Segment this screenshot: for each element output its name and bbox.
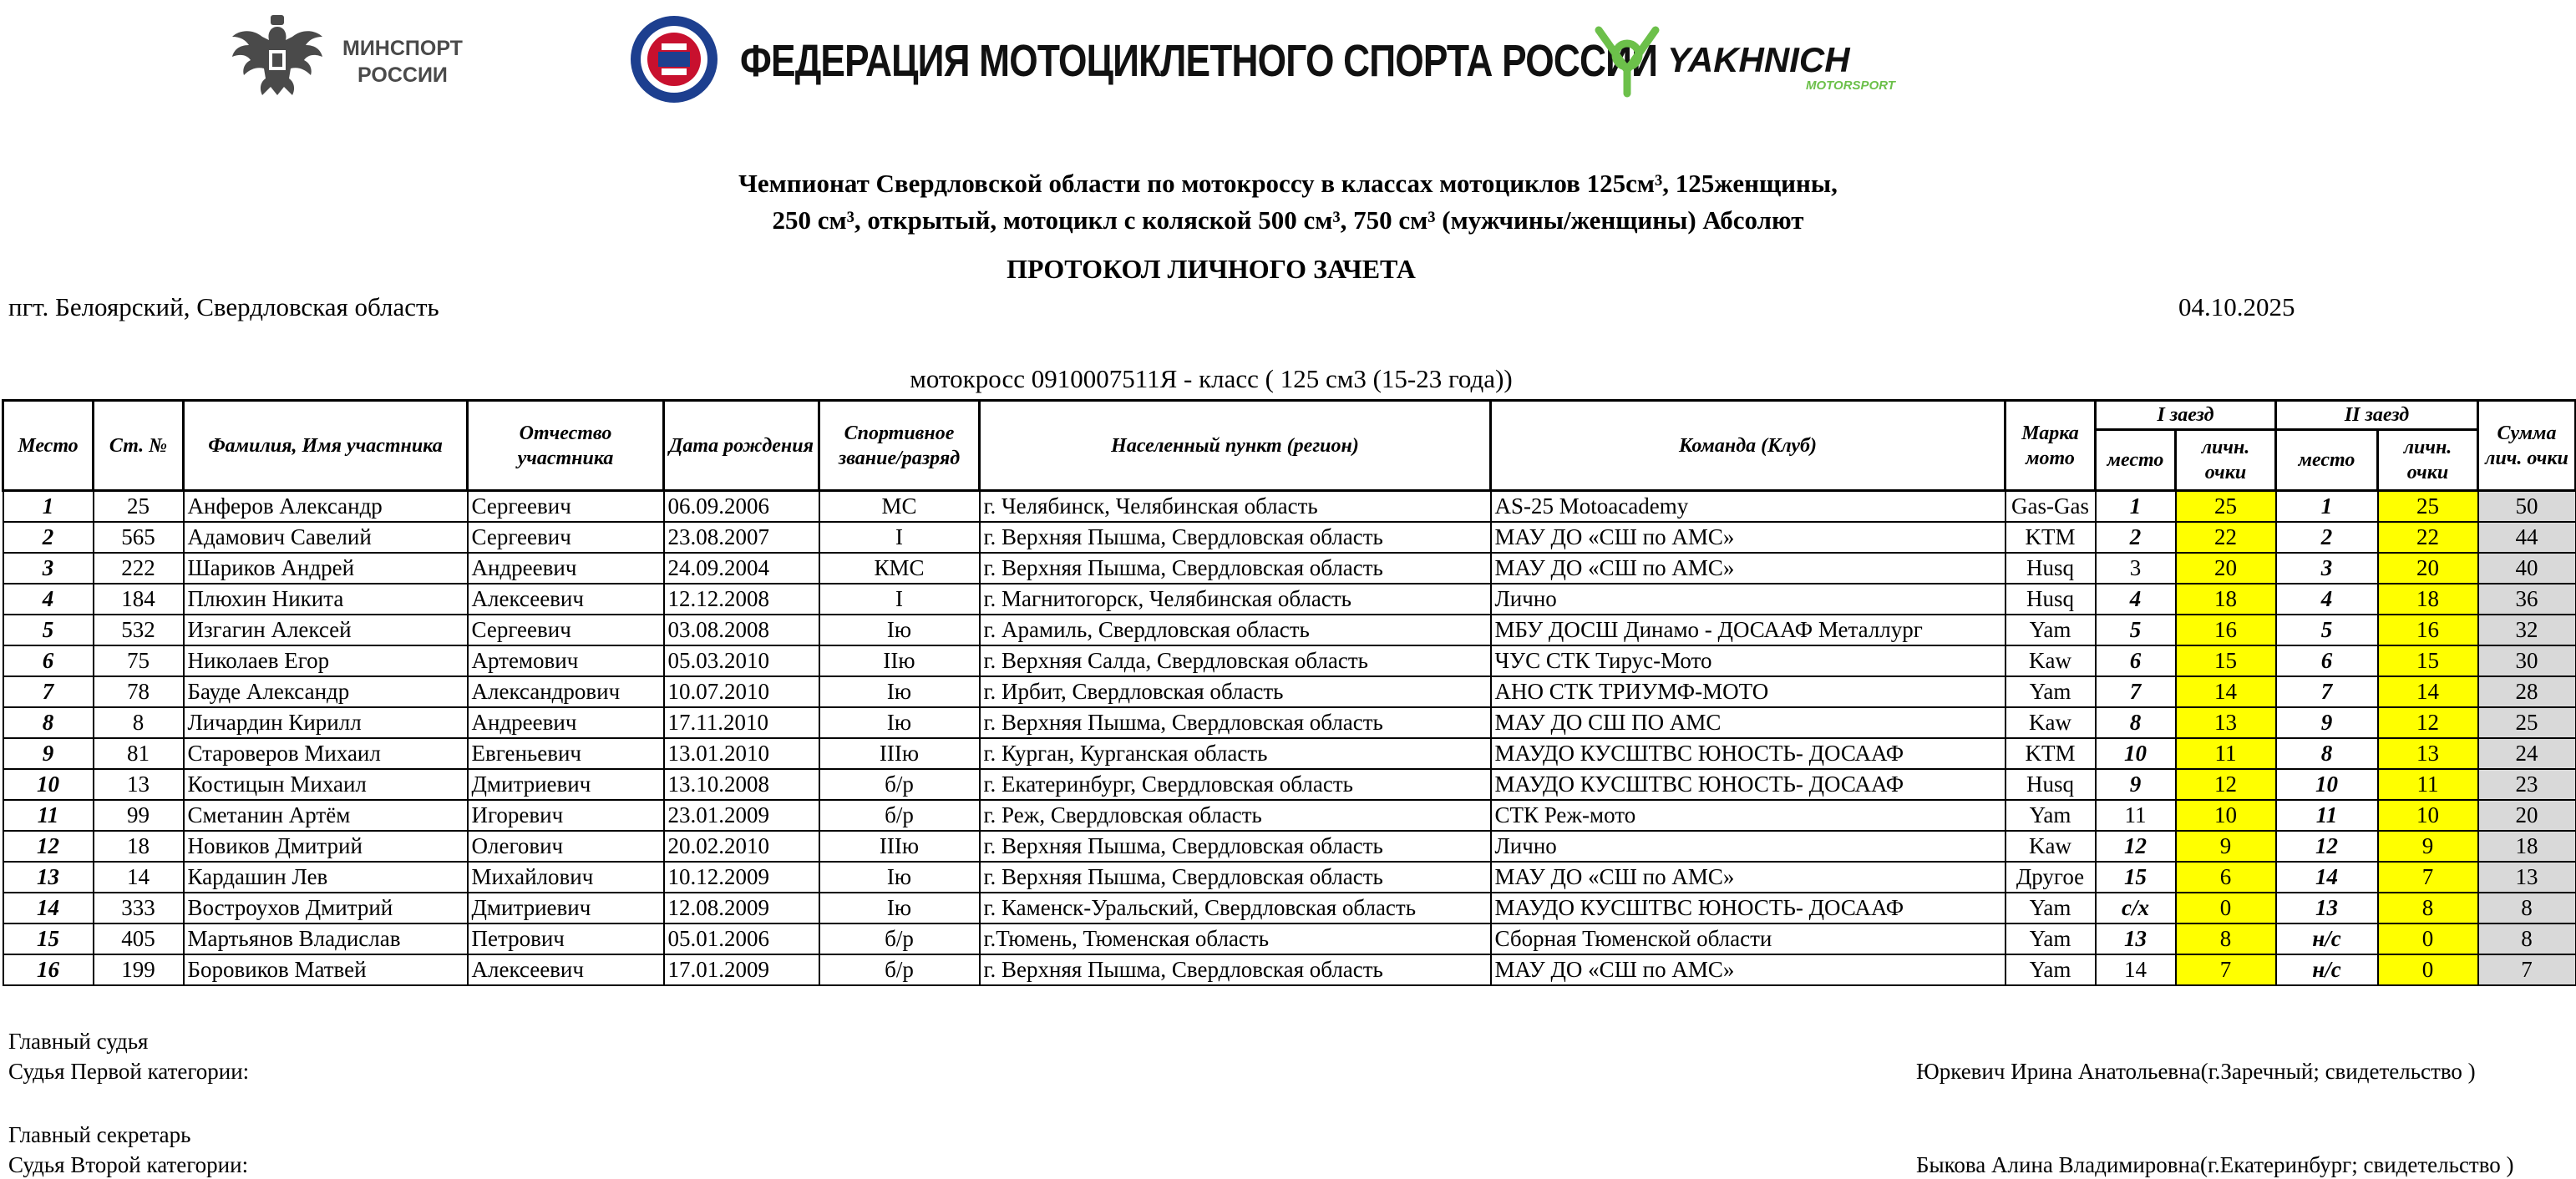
protocol-title: ПРОТОКОЛ ЛИЧНОГО ЗАЧЕТА xyxy=(1007,254,1416,284)
event-date: 04.10.2025 xyxy=(2178,292,2295,321)
cell-place: 10 xyxy=(3,769,94,800)
minsport-line2: РОССИИ xyxy=(357,63,448,87)
cell-birth: 17.11.2010 xyxy=(664,707,819,738)
table-row xyxy=(3,645,2576,676)
cell-race1-place: 10 xyxy=(2096,738,2176,769)
col-race2-points: личн. очки xyxy=(2378,430,2478,491)
cell-place: 5 xyxy=(3,615,94,645)
cell-race2-place: 10 xyxy=(2276,769,2378,800)
cell-rank: б/р xyxy=(819,954,980,985)
table-row xyxy=(3,923,2576,954)
class-line: мотокросс 0910007511Я - класс ( 125 см3 (15-23 года)) xyxy=(910,364,1513,393)
logo-bar xyxy=(0,0,2576,117)
cell-race2-place: 8 xyxy=(2276,738,2378,769)
col-start-no: Ст. № xyxy=(94,401,184,491)
cell-city: г. Курган, Курганская область xyxy=(980,738,1491,769)
cell-place: 6 xyxy=(3,645,94,676)
cell-race2-place: 11 xyxy=(2276,800,2378,831)
cell-city: г. Верхняя Пышма, Свердловская область xyxy=(980,862,1491,893)
col-race2-place: место xyxy=(2276,430,2378,491)
cell-race1-points: 14 xyxy=(2176,676,2276,707)
cell-start-no: 13 xyxy=(94,769,184,800)
cell-name: Востроухов Дмитрий xyxy=(184,893,468,923)
cell-start-no: 8 xyxy=(94,707,184,738)
cell-patronymic: Сергеевич xyxy=(468,522,664,553)
cell-name: Бауде Александр xyxy=(184,676,468,707)
cell-race2-place: 7 xyxy=(2276,676,2378,707)
cell-race1-points: 10 xyxy=(2176,800,2276,831)
cell-race2-place: 2 xyxy=(2276,522,2378,553)
cell-place: 4 xyxy=(3,584,94,615)
cell-race2-place: 6 xyxy=(2276,645,2378,676)
cell-birth: 03.08.2008 xyxy=(664,615,819,645)
cell-race1-place: 5 xyxy=(2096,615,2176,645)
cell-team: МАУДО КУСШТВС ЮНОСТЬ- ДОСААФ xyxy=(1491,893,2006,923)
cell-race1-points: 9 xyxy=(2176,831,2276,862)
cell-total: 50 xyxy=(2478,491,2576,523)
cell-moto: KTM xyxy=(2006,522,2096,553)
col-race1-place: место xyxy=(2096,430,2176,491)
cell-total: 23 xyxy=(2478,769,2576,800)
cell-birth: 12.12.2008 xyxy=(664,584,819,615)
col-moto: Марка мото xyxy=(2006,401,2096,491)
cell-total: 25 xyxy=(2478,707,2576,738)
col-team: Команда (Клуб) xyxy=(1491,401,2006,491)
cell-team: МАУДО КУСШТВС ЮНОСТЬ- ДОСААФ xyxy=(1491,738,2006,769)
cell-race2-points: 0 xyxy=(2378,954,2478,985)
cell-moto: Kaw xyxy=(2006,831,2096,862)
cell-start-no: 18 xyxy=(94,831,184,862)
cell-start-no: 184 xyxy=(94,584,184,615)
cell-city: г. Верхняя Пышма, Свердловская область xyxy=(980,707,1491,738)
table-row xyxy=(3,862,2576,893)
cell-team: ЧУС СТК Тирус-Мото xyxy=(1491,645,2006,676)
cell-total: 28 xyxy=(2478,676,2576,707)
table-row xyxy=(3,707,2576,738)
cell-moto: Kaw xyxy=(2006,707,2096,738)
cell-race2-place: 14 xyxy=(2276,862,2378,893)
cell-race2-points: 8 xyxy=(2378,893,2478,923)
double-eagle-emblem-icon xyxy=(227,12,327,104)
minsport-logo xyxy=(227,12,478,104)
cell-race2-place: 9 xyxy=(2276,707,2378,738)
cell-rank: Iю xyxy=(819,893,980,923)
cell-total: 44 xyxy=(2478,522,2576,553)
cell-patronymic: Сергеевич xyxy=(468,615,664,645)
cell-team: Сборная Тюменской области xyxy=(1491,923,2006,954)
cell-patronymic: Артемович xyxy=(468,645,664,676)
chief-secretary-category: Судья Второй категории: xyxy=(8,1152,249,1177)
cell-place: 3 xyxy=(3,553,94,584)
cell-race1-place: 2 xyxy=(2096,522,2176,553)
cell-patronymic: Алексеевич xyxy=(468,584,664,615)
cell-race2-place: 4 xyxy=(2276,584,2378,615)
cell-team: МАУ ДО «СШ по АМС» xyxy=(1491,954,2006,985)
cell-place: 13 xyxy=(3,862,94,893)
yakhnich-subtitle: MOTORSPORT xyxy=(1806,78,1895,93)
cell-race1-place: 11 xyxy=(2096,800,2176,831)
cell-race1-points: 6 xyxy=(2176,862,2276,893)
cell-patronymic: Евгеньевич xyxy=(468,738,664,769)
cell-race2-place: 12 xyxy=(2276,831,2378,862)
cell-race1-points: 15 xyxy=(2176,645,2276,676)
cell-race1-place: 9 xyxy=(2096,769,2176,800)
cell-name: Кардашин Лев xyxy=(184,862,468,893)
cell-race1-place: 3 xyxy=(2096,553,2176,584)
cell-team: МБУ ДОСШ Динамо - ДОСААФ Металлург xyxy=(1491,615,2006,645)
federation-title: ФЕДЕРАЦИЯ МОТОЦИКЛЕТНОГО СПОРТА РОССИИ xyxy=(740,36,1658,86)
cell-city: г. Верхняя Пышма, Свердловская область xyxy=(980,954,1491,985)
cell-place: 9 xyxy=(3,738,94,769)
cell-name: Изгагин Алексей xyxy=(184,615,468,645)
cell-total: 40 xyxy=(2478,553,2576,584)
cell-rank: КМС xyxy=(819,553,980,584)
cell-moto: Yam xyxy=(2006,800,2096,831)
cell-name: Мартьянов Владислав xyxy=(184,923,468,954)
cell-name: Костицын Михаил xyxy=(184,769,468,800)
cell-birth: 20.02.2010 xyxy=(664,831,819,862)
cell-race2-place: 1 xyxy=(2276,491,2378,523)
cell-city: г. Каменск-Уральский, Свердловская область xyxy=(980,893,1491,923)
championship-title-line1: Чемпионат Свердловской области по мотокроссу в классах мотоциклов 125см³, 125женщины, xyxy=(738,169,1838,198)
col-total: Сумма лич. очки xyxy=(2478,401,2576,491)
cell-rank: б/р xyxy=(819,800,980,831)
cell-race1-points: 16 xyxy=(2176,615,2276,645)
cell-race2-points: 16 xyxy=(2378,615,2478,645)
cell-patronymic: Андреевич xyxy=(468,707,664,738)
cell-race1-place: 6 xyxy=(2096,645,2176,676)
cell-rank: IIю xyxy=(819,645,980,676)
cell-race1-place: 12 xyxy=(2096,831,2176,862)
cell-race1-place: 14 xyxy=(2096,954,2176,985)
cell-team: МАУ ДО «СШ по АМС» xyxy=(1491,553,2006,584)
results-table xyxy=(2,399,2576,986)
cell-moto: Yam xyxy=(2006,954,2096,985)
cell-team: АНО СТК ТРИУМФ-МОТО xyxy=(1491,676,2006,707)
table-row xyxy=(3,893,2576,923)
cell-race2-points: 25 xyxy=(2378,491,2478,523)
cell-patronymic: Петрович xyxy=(468,923,664,954)
cell-birth: 13.01.2010 xyxy=(664,738,819,769)
cell-city: г. Верхняя Салда, Свердловская область xyxy=(980,645,1491,676)
cell-birth: 06.09.2006 xyxy=(664,491,819,523)
cell-start-no: 565 xyxy=(94,522,184,553)
cell-rank: Iю xyxy=(819,615,980,645)
cell-race1-points: 7 xyxy=(2176,954,2276,985)
event-location: пгт. Белоярский, Свердловская область xyxy=(8,292,439,321)
cell-rank: Iю xyxy=(819,862,980,893)
cell-total: 20 xyxy=(2478,800,2576,831)
cell-start-no: 222 xyxy=(94,553,184,584)
cell-birth: 10.07.2010 xyxy=(664,676,819,707)
cell-start-no: 405 xyxy=(94,923,184,954)
results-body xyxy=(3,491,2576,986)
cell-race2-place: н/с xyxy=(2276,954,2378,985)
cell-race1-place: 1 xyxy=(2096,491,2176,523)
cell-race2-points: 0 xyxy=(2378,923,2478,954)
cell-team: Лично xyxy=(1491,584,2006,615)
col-race1: I заезд xyxy=(2096,401,2276,430)
cell-patronymic: Дмитриевич xyxy=(468,769,664,800)
cell-patronymic: Алексеевич xyxy=(468,954,664,985)
cell-name: Новиков Дмитрий xyxy=(184,831,468,862)
yakhnich-mark-icon xyxy=(1587,22,1667,99)
cell-moto: KTM xyxy=(2006,738,2096,769)
cell-moto: Husq xyxy=(2006,584,2096,615)
cell-name: Анферов Александр xyxy=(184,491,468,523)
cell-name: Староверов Михаил xyxy=(184,738,468,769)
minsport-line1: МИНСПОРТ xyxy=(342,37,463,60)
cell-team: МАУ ДО «СШ по АМС» xyxy=(1491,522,2006,553)
cell-start-no: 199 xyxy=(94,954,184,985)
col-race2: II заезд xyxy=(2276,401,2478,430)
cell-city: г.Тюмень, Тюменская область xyxy=(980,923,1491,954)
table-row xyxy=(3,584,2576,615)
cell-birth: 24.09.2004 xyxy=(664,553,819,584)
cell-city: г. Верхняя Пышма, Свердловская область xyxy=(980,831,1491,862)
col-patronymic: Отчество участника xyxy=(468,401,664,491)
cell-city: г. Верхняя Пышма, Свердловская область xyxy=(980,522,1491,553)
cell-start-no: 78 xyxy=(94,676,184,707)
cell-race2-points: 22 xyxy=(2378,522,2478,553)
cell-city: г. Челябинск, Челябинская область xyxy=(980,491,1491,523)
cell-moto: Husq xyxy=(2006,553,2096,584)
table-row xyxy=(3,769,2576,800)
cell-place: 1 xyxy=(3,491,94,523)
cell-city: г. Магнитогорск, Челябинская область xyxy=(980,584,1491,615)
cell-place: 12 xyxy=(3,831,94,862)
chief-judge-category: Судья Первой категории: xyxy=(8,1059,250,1084)
cell-race1-place: 13 xyxy=(2096,923,2176,954)
cell-start-no: 14 xyxy=(94,862,184,893)
cell-race1-points: 22 xyxy=(2176,522,2276,553)
cell-start-no: 75 xyxy=(94,645,184,676)
cell-moto: Yam xyxy=(2006,615,2096,645)
cell-race2-place: 5 xyxy=(2276,615,2378,645)
cell-total: 32 xyxy=(2478,615,2576,645)
cell-total: 18 xyxy=(2478,831,2576,862)
cell-start-no: 99 xyxy=(94,800,184,831)
cell-race1-points: 12 xyxy=(2176,769,2276,800)
cell-birth: 05.01.2006 xyxy=(664,923,819,954)
cell-place: 16 xyxy=(3,954,94,985)
cell-rank: Iю xyxy=(819,707,980,738)
cell-moto: Husq xyxy=(2006,769,2096,800)
cell-moto: Yam xyxy=(2006,893,2096,923)
cell-total: 7 xyxy=(2478,954,2576,985)
cell-moto: Yam xyxy=(2006,923,2096,954)
cell-patronymic: Игоревич xyxy=(468,800,664,831)
cell-moto: Другое xyxy=(2006,862,2096,893)
cell-team: МАУ ДО «СШ по АМС» xyxy=(1491,862,2006,893)
cell-moto: Kaw xyxy=(2006,645,2096,676)
cell-start-no: 25 xyxy=(94,491,184,523)
table-row xyxy=(3,831,2576,862)
chief-secretary-name: Быкова Алина Владимировна(г.Екатеринбург; свидетельство ) xyxy=(1916,1152,2514,1177)
cell-city: г. Арамиль, Свердловская область xyxy=(980,615,1491,645)
table-row xyxy=(3,491,2576,523)
cell-team: СТК Реж-мото xyxy=(1491,800,2006,831)
federation-seal-icon xyxy=(628,13,720,105)
cell-birth: 10.12.2009 xyxy=(664,862,819,893)
table-row xyxy=(3,738,2576,769)
cell-race1-place: 8 xyxy=(2096,707,2176,738)
cell-place: 7 xyxy=(3,676,94,707)
cell-place: 14 xyxy=(3,893,94,923)
cell-rank: IIIю xyxy=(819,831,980,862)
cell-birth: 13.10.2008 xyxy=(664,769,819,800)
cell-patronymic: Сергеевич xyxy=(468,491,664,523)
cell-rank: б/р xyxy=(819,769,980,800)
cell-moto: Gas-Gas xyxy=(2006,491,2096,523)
cell-race1-points: 0 xyxy=(2176,893,2276,923)
cell-patronymic: Александрович xyxy=(468,676,664,707)
cell-moto: Yam xyxy=(2006,676,2096,707)
chief-judge-name: Юркевич Ирина Анатольевна(г.Заречный; свидетельство ) xyxy=(1916,1059,2476,1084)
cell-race1-points: 25 xyxy=(2176,491,2276,523)
cell-rank: б/р xyxy=(819,923,980,954)
cell-patronymic: Андреевич xyxy=(468,553,664,584)
cell-rank: I xyxy=(819,522,980,553)
cell-team: МАУДО КУСШТВС ЮНОСТЬ- ДОСААФ xyxy=(1491,769,2006,800)
cell-rank: МС xyxy=(819,491,980,523)
cell-race2-points: 7 xyxy=(2378,862,2478,893)
col-name: Фамилия, Имя участника xyxy=(184,401,468,491)
cell-race2-points: 12 xyxy=(2378,707,2478,738)
cell-race1-points: 13 xyxy=(2176,707,2276,738)
cell-team: Лично xyxy=(1491,831,2006,862)
cell-race1-points: 18 xyxy=(2176,584,2276,615)
cell-race2-points: 10 xyxy=(2378,800,2478,831)
table-row xyxy=(3,954,2576,985)
cell-name: Личардин Кирилл xyxy=(184,707,468,738)
col-place: Место xyxy=(3,401,94,491)
col-city: Населенный пункт (регион) xyxy=(980,401,1491,491)
cell-name: Николаев Егор xyxy=(184,645,468,676)
yakhnich-logo xyxy=(1587,22,1904,99)
cell-race2-points: 13 xyxy=(2378,738,2478,769)
cell-race2-place: 13 xyxy=(2276,893,2378,923)
cell-start-no: 81 xyxy=(94,738,184,769)
cell-race2-place: 3 xyxy=(2276,553,2378,584)
cell-name: Боровиков Матвей xyxy=(184,954,468,985)
cell-name: Адамович Савелий xyxy=(184,522,468,553)
cell-race2-points: 9 xyxy=(2378,831,2478,862)
cell-race1-place: 15 xyxy=(2096,862,2176,893)
cell-race2-place: н/с xyxy=(2276,923,2378,954)
federation-logo xyxy=(628,13,1658,105)
cell-rank: IIIю xyxy=(819,738,980,769)
table-row xyxy=(3,553,2576,584)
chief-secretary-label: Главный секретарь xyxy=(8,1122,191,1147)
cell-patronymic: Олегович xyxy=(468,831,664,862)
cell-total: 30 xyxy=(2478,645,2576,676)
cell-name: Шариков Андрей xyxy=(184,553,468,584)
cell-place: 15 xyxy=(3,923,94,954)
cell-birth: 12.08.2009 xyxy=(664,893,819,923)
cell-race1-points: 20 xyxy=(2176,553,2276,584)
cell-place: 8 xyxy=(3,707,94,738)
cell-birth: 17.01.2009 xyxy=(664,954,819,985)
cell-patronymic: Дмитриевич xyxy=(468,893,664,923)
cell-total: 8 xyxy=(2478,893,2576,923)
cell-total: 24 xyxy=(2478,738,2576,769)
cell-place: 2 xyxy=(3,522,94,553)
minsport-label xyxy=(342,35,463,89)
table-row xyxy=(3,615,2576,645)
championship-title-line2: 250 см³, открытый, мотоцикл с коляской 500 см³, 750 см³ (мужчины/женщины) Абсолют xyxy=(772,205,1804,235)
cell-race2-points: 20 xyxy=(2378,553,2478,584)
cell-team: AS-25 Motoacademy xyxy=(1491,491,2006,523)
cell-city: г. Екатеринбург, Свердловская область xyxy=(980,769,1491,800)
cell-team: МАУ ДО СШ ПО АМС xyxy=(1491,707,2006,738)
cell-birth: 23.08.2007 xyxy=(664,522,819,553)
cell-race2-points: 11 xyxy=(2378,769,2478,800)
cell-birth: 05.03.2010 xyxy=(664,645,819,676)
cell-race1-place: 4 xyxy=(2096,584,2176,615)
col-race1-points: личн. очки xyxy=(2176,430,2276,491)
cell-name: Плюхин Никита xyxy=(184,584,468,615)
cell-birth: 23.01.2009 xyxy=(664,800,819,831)
cell-rank: Iю xyxy=(819,676,980,707)
cell-total: 36 xyxy=(2478,584,2576,615)
table-row xyxy=(3,676,2576,707)
cell-race2-points: 15 xyxy=(2378,645,2478,676)
cell-race2-points: 14 xyxy=(2378,676,2478,707)
col-rank: Спортивное звание/разряд xyxy=(819,401,980,491)
cell-race1-place: 7 xyxy=(2096,676,2176,707)
cell-race1-place: с/х xyxy=(2096,893,2176,923)
cell-name: Сметанин Артём xyxy=(184,800,468,831)
cell-rank: I xyxy=(819,584,980,615)
cell-patronymic: Михайлович xyxy=(468,862,664,893)
yakhnich-wordmark: YAKHNICH xyxy=(1667,40,1850,79)
cell-total: 8 xyxy=(2478,923,2576,954)
cell-city: г. Верхняя Пышма, Свердловская область xyxy=(980,553,1491,584)
cell-city: г. Ирбит, Свердловская область xyxy=(980,676,1491,707)
cell-race1-points: 11 xyxy=(2176,738,2276,769)
cell-total: 13 xyxy=(2478,862,2576,893)
col-birth: Дата рождения xyxy=(664,401,819,491)
table-row xyxy=(3,800,2576,831)
cell-city: г. Реж, Свердловская область xyxy=(980,800,1491,831)
cell-race2-points: 18 xyxy=(2378,584,2478,615)
table-row xyxy=(3,522,2576,553)
cell-place: 11 xyxy=(3,800,94,831)
cell-start-no: 333 xyxy=(94,893,184,923)
cell-start-no: 532 xyxy=(94,615,184,645)
cell-race1-points: 8 xyxy=(2176,923,2276,954)
chief-judge-label: Главный судья xyxy=(8,1029,149,1054)
